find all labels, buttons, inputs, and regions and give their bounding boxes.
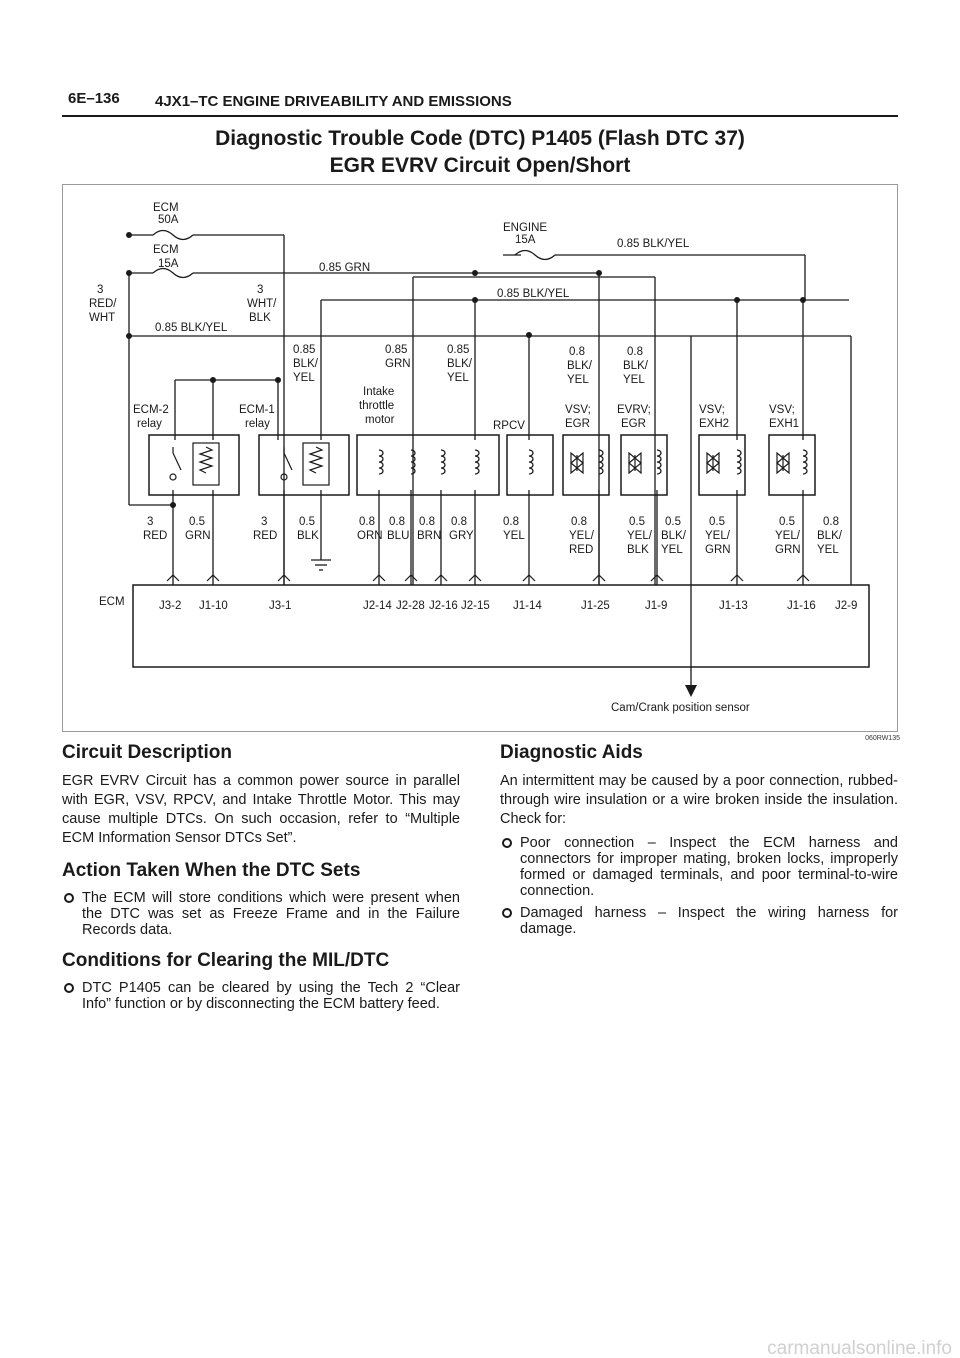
lw9-color: YEL/ — [569, 530, 594, 542]
label-throttle-3: motor — [365, 414, 395, 426]
label-feed-b-g: 0.85 — [385, 344, 408, 356]
running-title: 4JX1–TC ENGINE DRIVEABILITY AND EMISSIONS — [155, 93, 512, 110]
pin-2: J3-1 — [269, 600, 292, 612]
lower-wire-labels — [143, 516, 843, 556]
label-evrv-egr-1: EVRV; — [617, 404, 651, 416]
pin-4: J2-28 — [396, 600, 425, 612]
label-left-blkyel: 0.85 BLK/YEL — [155, 322, 228, 334]
label-feed-d-g: 0.8 — [569, 346, 585, 358]
label-whtblk-c2: BLK — [249, 312, 271, 324]
label-redwht-gauge: 3 — [97, 284, 104, 296]
lw11-color2: YEL — [661, 544, 683, 556]
label-feed-b-c1: GRN — [385, 358, 411, 370]
label-engine-rating: 15A — [515, 234, 536, 246]
label-throttle-2: throttle — [359, 400, 395, 412]
header-rule — [62, 115, 898, 117]
lw8-color: YEL — [503, 530, 525, 542]
wiring-diagram — [62, 184, 898, 732]
label-redwht-c2: WHT — [89, 312, 116, 324]
label-feed-c-c1: BLK/ — [447, 358, 472, 370]
label-ecm2-relay-1: ECM-2 — [133, 404, 169, 416]
label-vsv-exh1-2: EXH1 — [769, 418, 800, 430]
label-top-blkyel: 0.85 BLK/YEL — [617, 238, 690, 250]
pin-7: J1-14 — [513, 600, 542, 612]
label-feed-a-c2: YEL — [293, 372, 315, 384]
left-column — [62, 742, 460, 1018]
lw1-gauge: 0.5 — [189, 516, 205, 528]
relay-internals — [170, 443, 329, 485]
label-sensor: Cam/Crank position sensor — [611, 702, 750, 714]
pin-8: J1-25 — [581, 600, 610, 612]
lw14-color2: YEL — [817, 544, 839, 556]
pin-12: J2-9 — [835, 600, 858, 612]
diagnostic-aids-text: An intermittent may be caused by a poor connection, rubbed-through wire insulation or a wire broken inside the insulation. Check for: — [500, 773, 898, 827]
lw12-gauge: 0.5 — [709, 516, 725, 528]
label-feed-a-g: 0.85 — [293, 344, 316, 356]
page-title-line2: EGR EVRV Circuit Open/Short — [329, 154, 631, 177]
lw0-color: RED — [143, 530, 168, 542]
label-ecm1-relay-1: ECM-1 — [239, 404, 275, 416]
lw13-gauge: 0.5 — [779, 516, 795, 528]
pin-11: J1-16 — [787, 600, 816, 612]
lw10-color: YEL/ — [627, 530, 652, 542]
label-feed-c-c2: YEL — [447, 372, 469, 384]
label-blkyel-bus: 0.85 BLK/YEL — [497, 288, 570, 300]
label-feed-e-g: 0.8 — [627, 346, 643, 358]
pin-10: J1-13 — [719, 600, 748, 612]
aids-bullet-damaged-harness: Damaged harness – Inspect the wiring harness for damage. — [500, 905, 898, 937]
lw3-gauge: 0.5 — [299, 516, 315, 528]
pin-0: J3-2 — [159, 600, 182, 612]
lw7-color: GRY — [449, 530, 474, 542]
label-feed-a-c1: BLK/ — [293, 358, 318, 370]
lw12-color2: GRN — [705, 544, 731, 556]
lw2-gauge: 3 — [261, 516, 268, 528]
lw13-color: YEL/ — [775, 530, 800, 542]
wires — [129, 235, 851, 690]
label-whtblk-c1: WHT/ — [247, 298, 277, 310]
pin-3: J2-14 — [363, 600, 392, 612]
pin-1: J1-10 — [199, 600, 228, 612]
pin-9: J1-9 — [645, 600, 668, 612]
label-vsv-egr-2: EGR — [565, 418, 590, 430]
lw5-gauge: 0.8 — [389, 516, 405, 528]
page-title-line1: Diagnostic Trouble Code (DTC) P1405 (Flash DTC 37) — [215, 127, 745, 150]
circuit-description-text: EGR EVRV Circuit has a common power source in parallel with EGR, VSV, RPCV, and Intake Throttle Motor. This may cause multiple DTCs. On such occasion, refer to “Multiple ECM Information Sensor DTCs Set”. — [62, 773, 460, 846]
label-ecm2-relay-2: relay — [137, 418, 162, 430]
ecm-pin-labels — [159, 600, 857, 612]
label-ecm1-relay-2: relay — [245, 418, 270, 430]
pin-6: J2-15 — [461, 600, 490, 612]
label-vsv-exh2-1: VSV; — [699, 404, 725, 416]
component-boxes — [133, 435, 869, 667]
lw12-color: YEL/ — [705, 530, 730, 542]
lw11-color: BLK/ — [661, 530, 686, 542]
pin-5: J2-16 — [429, 600, 458, 612]
label-ecm50-name: ECM — [153, 202, 179, 214]
label-feed-c-g: 0.85 — [447, 344, 470, 356]
page-title — [62, 125, 898, 179]
clearing-conditions-heading: Conditions for Clearing the MIL/DTC — [62, 950, 390, 971]
lw3-color: BLK — [297, 530, 319, 542]
lw10-color2: BLK — [627, 544, 649, 556]
lw0-gauge: 3 — [147, 516, 154, 528]
coil-symbols — [379, 450, 807, 474]
label-rpcv: RPCV — [493, 420, 525, 432]
action-bullet: The ECM will store conditions which were present when the DTC was set as Freeze Frame and in the Failure Records data. — [62, 890, 460, 938]
lw2-color: RED — [253, 530, 278, 542]
label-grn-bus: 0.85 GRN — [319, 262, 371, 274]
lw14-color: BLK/ — [817, 530, 842, 542]
lw6-gauge: 0.8 — [419, 516, 435, 528]
label-ecm15-name: ECM — [153, 244, 179, 256]
lw7-gauge: 0.8 — [451, 516, 467, 528]
lw14-gauge: 0.8 — [823, 516, 839, 528]
label-feed-d-c1: BLK/ — [567, 360, 592, 372]
watermark: carmanualsonline.info — [767, 1338, 952, 1358]
label-ecm50-rating: 50A — [158, 214, 179, 226]
label-feed-e-c1: BLK/ — [623, 360, 648, 372]
label-evrv-egr-2: EGR — [621, 418, 646, 430]
label-vsv-exh1-1: VSV; — [769, 404, 795, 416]
sensor-arrow-icon — [685, 685, 697, 697]
label-throttle-1: Intake — [363, 386, 395, 398]
label-ecm: ECM — [99, 596, 125, 608]
label-ecm15-rating: 15A — [158, 258, 179, 270]
connector-chevrons — [167, 575, 809, 581]
lw11-gauge: 0.5 — [665, 516, 681, 528]
diagnostic-aids-heading: Diagnostic Aids — [500, 742, 643, 763]
label-redwht-c1: RED/ — [89, 298, 117, 310]
wiring-diagram-svg — [63, 185, 899, 733]
lw9-gauge: 0.8 — [571, 516, 587, 528]
lw4-gauge: 0.8 — [359, 516, 375, 528]
lw9-color2: RED — [569, 544, 594, 556]
lw6-color: BRN — [417, 530, 442, 542]
label-feed-d-c2: YEL — [567, 374, 589, 386]
lw13-color2: GRN — [775, 544, 801, 556]
lw8-gauge: 0.8 — [503, 516, 519, 528]
page-number: 6E–136 — [68, 90, 120, 107]
lw5-color: BLU — [387, 530, 410, 542]
label-feed-e-c2: YEL — [623, 374, 645, 386]
label-vsv-egr-1: VSV; — [565, 404, 591, 416]
label-engine-name: ENGINE — [503, 222, 548, 234]
figure-id: 060RW135 — [865, 735, 900, 742]
diagram-labels — [89, 202, 799, 714]
clearing-bullet: DTC P1405 can be cleared by using the Tech 2 “Clear Info” function or by disconnecting the ECM battery feed. — [62, 980, 460, 1012]
label-whtblk-gauge: 3 — [257, 284, 264, 296]
lw10-gauge: 0.5 — [629, 516, 645, 528]
circuit-description-heading: Circuit Description — [62, 742, 232, 763]
right-column — [500, 742, 898, 943]
lw4-color: ORN — [357, 530, 383, 542]
aids-bullet-poor-connection: Poor connection – Inspect the ECM harness and connectors for improper mating, broken locks, improperly formed or damaged terminals, and poor terminal-to-wire connection. — [500, 835, 898, 899]
lw1-color: GRN — [185, 530, 211, 542]
action-taken-heading: Action Taken When the DTC Sets — [62, 860, 361, 881]
label-vsv-exh2-2: EXH2 — [699, 418, 730, 430]
